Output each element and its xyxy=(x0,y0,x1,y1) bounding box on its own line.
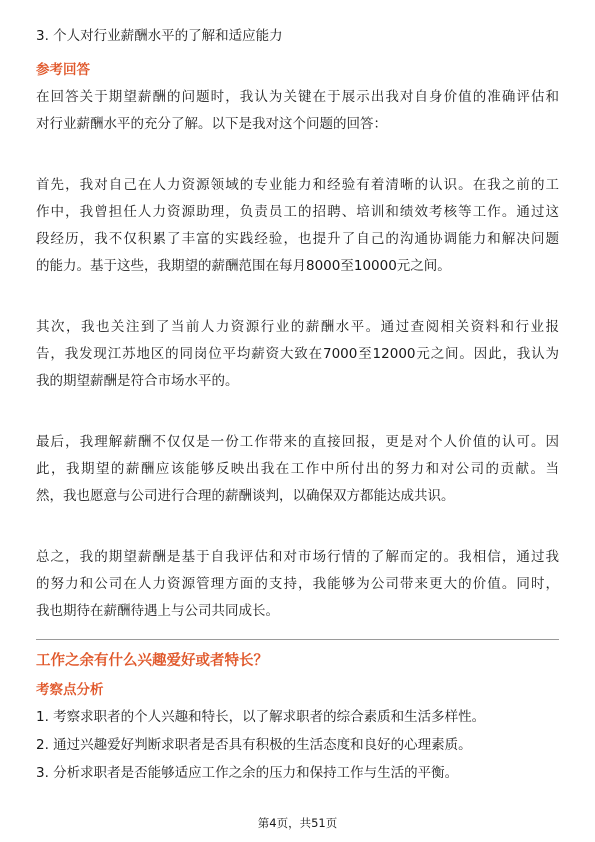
list-item: 3. 分析求职者是否能够适应工作之余的压力和保持工作与生活的平衡。 xyxy=(36,765,459,781)
paragraph-line: 的努力和公司在人力资源管理方面的支持，我能够为公司带来更大的价值。同时， xyxy=(36,576,559,592)
section-header: 3. 个人对行业薪酬水平的了解和适应能力 xyxy=(36,28,283,44)
paragraph-line: 的能力。基于这些，我期望的薪酬范围在每月8000至10000元之间。 xyxy=(36,258,451,274)
list-item: 1. 考察求职者的个人兴趣和特长，以了解求职者的综合素质和生活多样性。 xyxy=(36,709,486,725)
page-footer: 第4页，共51页 xyxy=(257,816,338,830)
paragraph-line: 最后，我理解薪酬不仅仅是一份工作带来的直接回报，更是对个人价值的认可。因 xyxy=(36,434,559,450)
paragraph-line: 其次，我也关注到了当前人力资源行业的薪酬水平。通过查阅相关资料和行业报 xyxy=(36,319,559,335)
answer-label: 参考回答 xyxy=(36,62,90,78)
paragraph-line: 我也期待在薪酬待遇上与公司共同成长。 xyxy=(36,603,279,619)
paragraph-line: 作中，我曾担任人力资源助理，负责员工的招聘、培训和绩效考核等工作。通过这 xyxy=(36,204,559,220)
paragraph-line: 然，我也愿意与公司进行合理的薪酬谈判，以确保双方都能达成共识。 xyxy=(36,488,455,504)
section-divider xyxy=(36,639,559,640)
paragraph-line: 我的期望薪酬是符合市场水平的。 xyxy=(36,373,239,389)
paragraph-line: 此，我期望的薪酬应该能够反映出我在工作中所付出的努力和对公司的贡献。当 xyxy=(36,461,559,477)
paragraph-line: 首先，我对自己在人力资源领域的专业能力和经验有着清晰的认识。在我之前的工 xyxy=(36,177,559,193)
paragraph-line: 总之，我的期望薪酬是基于自我评估和对市场行情的了解而定的。我相信，通过我 xyxy=(36,549,559,565)
paragraph-line: 告，我发现江苏地区的同岗位平均薪资大致在7000至12000元之间。因此，我认为 xyxy=(36,346,559,362)
paragraph-line: 对行业薪酬水平的充分了解。以下是我对这个问题的回答： xyxy=(36,116,387,132)
list-item: 2. 通过兴趣爱好判断求职者是否具有积极的生活态度和良好的心理素质。 xyxy=(36,737,472,753)
document-page xyxy=(36,0,559,842)
paragraph-line: 在回答关于期望薪酬的问题时，我认为关键在于展示出我对自身价值的准确评估和 xyxy=(36,89,559,105)
analysis-label: 考察点分析 xyxy=(36,682,104,698)
paragraph-line: 段经历，我不仅积累了丰富的实践经验，也提升了自己的沟通协调能力和解决问题 xyxy=(36,231,559,247)
question-title: 工作之余有什么兴趣爱好或者特长？ xyxy=(36,653,268,669)
